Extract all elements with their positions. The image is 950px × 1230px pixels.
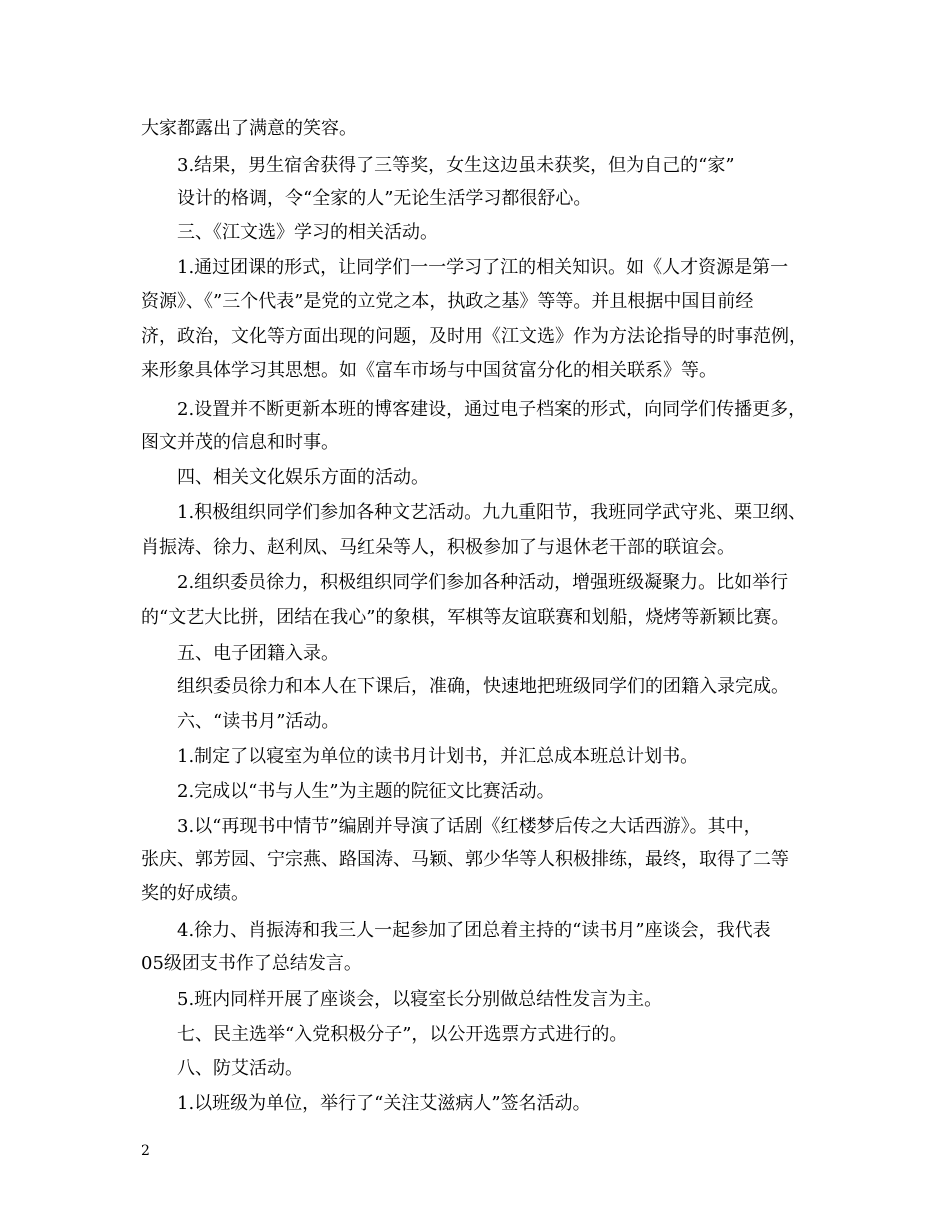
text-line: 来形象具体学习其思想。如《富车市场与中国贫富分化的相关联系》等。 bbox=[141, 360, 717, 381]
text-line: 2.设置并不断更新本班的博客建设，通过电子档案的形式，向同学们传播更多， bbox=[177, 399, 807, 420]
text-line: 图文并茂的信息和时事。 bbox=[141, 432, 339, 453]
text-line: 3.以“再现书中情节”编剧并导演了话剧《红楼梦后传之大话西游》。其中， bbox=[177, 816, 762, 837]
text-line: 3.结果，男生宿舍获得了三等奖，女生这边虽未获奖，但为自己的“家” bbox=[177, 155, 735, 176]
text-line: 肖振涛、徐力、赵利凤、马红朵等人，积极参加了与退休老干部的联谊会。 bbox=[141, 537, 735, 558]
text-line: 4.徐力、肖振涛和我三人一起参加了团总着主持的“读书月”座谈会，我代表 bbox=[177, 920, 771, 941]
page-number: 2 bbox=[141, 1143, 150, 1159]
section-heading: 四、相关文化娱乐方面的活动。 bbox=[177, 467, 429, 488]
text-line: 1.积极组织同学们参加各种文艺活动。九九重阳节，我班同学武守兆、栗卫纲、 bbox=[177, 502, 807, 523]
text-line: 张庆、郭芳园、宁宗燕、路国涛、马颖、郭少华等人积极排练，最终，取得了二等 bbox=[141, 849, 789, 870]
text-line: 5.班内同样开展了座谈会，以寝室长分别做总结性发言为主。 bbox=[177, 989, 663, 1010]
section-heading: 七、民主选举“入党积极分子”，以公开选票方式进行的。 bbox=[177, 1024, 628, 1045]
text-line: 1.以班级为单位，举行了“关注艾滋病人”签名活动。 bbox=[177, 1093, 591, 1114]
text-line: 2.组织委员徐力，积极组织同学们参加各种活动，增强班级凝聚力。比如举行 bbox=[177, 572, 789, 593]
text-line: 2.完成以“书与人生”为主题的院征文比赛活动。 bbox=[177, 781, 555, 802]
text-line: 组织委员徐力和本人在下课后，准确，快速地把班级同学们的团籍入录完成。 bbox=[177, 676, 789, 697]
text-line: 设计的格调，令“全家的人”无论生活学习都很舒心。 bbox=[177, 188, 592, 209]
section-heading: 五、电子团籍入录。 bbox=[177, 643, 339, 664]
text-line: 1.通过团课的形式，让同学们一一学习了江的相关知识。如《人才资源是第一 bbox=[177, 257, 789, 278]
text-line: 济，政治，文化等方面出现的问题，及时用《江文选》作为方法论指导的时事范例， bbox=[141, 326, 807, 347]
text-line: 奖的好成绩。 bbox=[141, 883, 249, 904]
text-line: 大家都露出了满意的笑容。 bbox=[141, 118, 357, 139]
text-line: 05级团支书作了总结发言。 bbox=[141, 953, 362, 974]
text-line: 的“文艺大比拼，团结在我心”的象棋，军棋等友谊联赛和划船，烧烤等新颖比赛。 bbox=[141, 607, 790, 628]
text-line: 资源》、《”三个代表”是党的立党之本，执政之基》等等。并且根据中国目前经 bbox=[141, 291, 754, 312]
text-line: 1.制定了以寝室为单位的读书月计划书，并汇总成本班总计划书。 bbox=[177, 746, 699, 767]
section-heading: 八、防艾活动。 bbox=[177, 1058, 303, 1079]
section-heading: 三、《江文选》学习的相关活动。 bbox=[177, 222, 438, 243]
section-heading: 六、“读书月”活动。 bbox=[177, 711, 340, 732]
